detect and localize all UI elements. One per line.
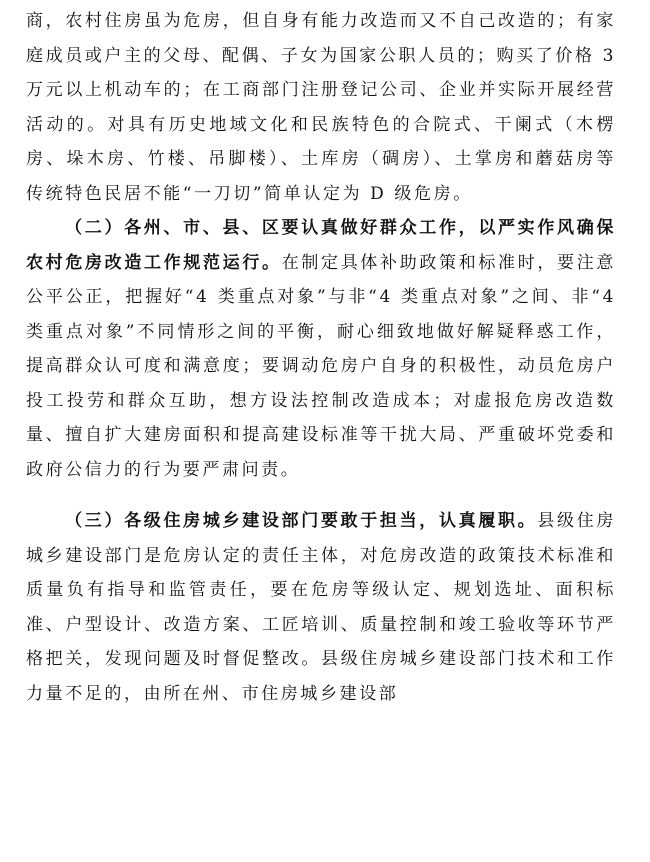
paragraph-3 (26, 504, 616, 711)
paragraph-1-text: 商，农村住房虽为危房，但自身有能力改造而又不自己改造的；有家庭成员或户主的父母、配偶、子女为国家公职人员的；购买了价格 3 万元以上机动车的；在工商部门注册登记公司、企业并实际开展经营活动的。对具有历史地域文化和民族特色的合院式、干阑式（木楞房、垛木房、竹楼、吊脚楼）、土库房（碉房）、土掌房和蘑菇房等传统特色民居不能“一刀切”简单认定为 D 级危房。 (26, 11, 616, 204)
paragraph-2-text: 在制定具体补助政策和标准时，要注意公平公正，把握好“4 类重点对象”与非“4 类重点对象”之间、非“4 类重点对象”不同情形之间的平衡，耐心细致地做好解疑释惑工作，提高群众认可度和满意度；要调动危房户自身的积极性，动员危房户投工投劳和群众互助，想方设法控制改造成本；对虚报危房改造数量、擅自扩大建房面积和提高建设标准等干扰大局、严重破坏党委和政府公信力的行为要严肃问责。 (26, 252, 616, 480)
paragraph-1 (26, 4, 616, 211)
paragraph-3-heading: （三）各级住房城乡建设部门要敢于担当，认真履职。 (65, 511, 538, 531)
paragraph-2 (26, 211, 616, 487)
paragraph-3-text: 县级住房城乡建设部门是危房认定的责任主体，对危房改造的政策技术标准和质量负有指导和监管责任，要在危房等级认定、规划选址、面积标准、户型设计、改造方案、工匠培训、质量控制和竣工验收等环节严格把关，发现问题及时督促整改。县级住房城乡建设部门技术和工作力量不足的，由所在州、市住房城乡建设部 (26, 511, 616, 704)
paragraph-2-heading: （二）各州、市、县、区要认真做好群众工作，以严实作风确保农村危房改造工作规范运行。 (26, 218, 616, 273)
document-page (26, 4, 616, 711)
